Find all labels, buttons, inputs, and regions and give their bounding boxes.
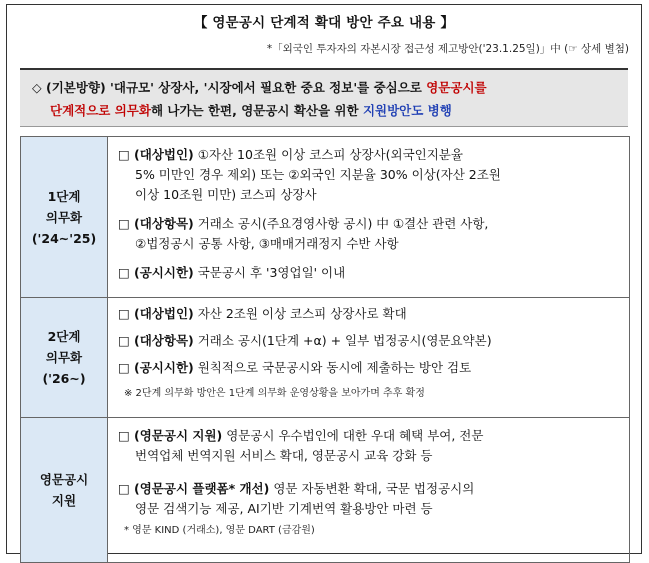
document-title: 【 영문공시 단계적 확대 방안 주요 내용 】 (193, 15, 455, 31)
summary-text-2: 해 나가는 한편, 영문공시 확산을 위한 (150, 103, 363, 118)
item-text: ②법정공시 공통 사항, ③매매거래정지 수반 사항 (135, 236, 399, 251)
row-label-line: 의무화 (45, 350, 83, 365)
row-label-line: 1단계 (47, 188, 81, 204)
list-item (118, 263, 623, 283)
row-content-support (108, 418, 630, 563)
summary-line-2 (50, 101, 452, 119)
checkbox-square-icon: □ (118, 333, 130, 348)
document-frame (6, 4, 642, 554)
row-content-stage2 (108, 298, 630, 418)
checkbox-square-icon: □ (118, 216, 130, 231)
summary-box (20, 68, 628, 127)
row-label-line: ('26∼) (42, 371, 86, 386)
item-heading: (대상항목) (134, 216, 194, 231)
checkbox-square-icon: □ (118, 360, 130, 375)
list-item (118, 145, 623, 165)
summary-text-1: (기본방향) '대규모' 상장사, '시장에서 필요한 중요 정보'를 중심으로 (41, 80, 427, 95)
item-heading: (대상법인) (134, 306, 194, 321)
table-row (21, 418, 630, 563)
row-content-stage1 (108, 137, 630, 298)
checkbox-square-icon: □ (118, 265, 130, 280)
item-text: 자산 2조원 이상 코스피 상장사로 확대 (193, 306, 407, 321)
row-label-line: 의무화 (45, 209, 83, 225)
row-label-line: 영문공시 (39, 472, 89, 487)
item-text: 영문공시 우수법인에 대한 우대 혜택 부여, 전문 (222, 428, 484, 443)
list-item (118, 426, 623, 446)
item-text: 거래소 공시(1단계 +α) + 일부 법정공시(영문요약본) (193, 333, 492, 348)
checkbox-square-icon: □ (118, 481, 130, 496)
checkbox-square-icon: □ (118, 428, 130, 443)
item-heading: (공시시한) (134, 360, 194, 375)
list-item (118, 331, 623, 351)
summary-emphasis-blue: 지원방안도 병행 (362, 103, 452, 118)
item-text: 5% 미만인 경우 제외) 또는 ②외국인 지분율 30% 이상(자산 2조원 (135, 167, 501, 182)
stage2-footnote: ※ 2단계 의무화 방안은 1단계 의무화 운영상황을 보아가며 추후 확정 (124, 388, 425, 399)
item-heading: (영문공시 지원) (134, 428, 223, 443)
item-text: 거래소 공시(주요경영사항 공시) 中 ①결산 관련 사항, (193, 216, 489, 231)
row-label-line: ('24∼'25) (31, 230, 97, 246)
list-item (118, 358, 623, 378)
platform-footnote: * 영문 KIND (거래소), 영문 DART (금감원) (124, 525, 315, 536)
row-label-stage1 (21, 137, 108, 298)
item-heading: (대상법인) (134, 147, 194, 162)
plan-table (20, 136, 630, 563)
list-item (118, 304, 623, 324)
list-item (118, 479, 623, 499)
item-text: ①자산 10조원 이상 코스피 상장사(외국인지분율 (193, 147, 463, 162)
item-text: 번역업체 번역지원 서비스 확대, 영문공시 교육 강화 등 (135, 448, 433, 463)
checkbox-square-icon: □ (118, 306, 130, 321)
diamond-bullet-icon: ◇ (32, 80, 42, 95)
row-label-line: 2단계 (47, 329, 81, 344)
summary-emphasis-red-1: 영문공시를 (426, 80, 487, 95)
item-text: 이상 10조원 미만) 코스피 상장사 (135, 187, 317, 202)
item-heading: (공시시한) (134, 265, 194, 280)
row-label-stage2 (21, 298, 108, 418)
table-row (21, 298, 630, 418)
item-heading: (영문공시 플랫폼* 개선) (134, 481, 270, 496)
summary-line-1 (32, 78, 487, 96)
row-label-support (21, 418, 108, 563)
table-row (21, 137, 630, 298)
list-item (118, 214, 623, 234)
item-heading: (대상항목) (134, 333, 194, 348)
item-text: 영문 자동변환 확대, 국문 법정공시의 (269, 481, 475, 496)
item-text: 국문공시 후 '3영업일' 이내 (193, 265, 346, 280)
summary-emphasis-red-2: 단계적으로 의무화 (50, 103, 151, 118)
row-label-line: 지원 (51, 493, 77, 508)
item-text: 원칙적으로 국문공시와 동시에 제출하는 방안 검토 (193, 360, 472, 375)
item-text: 영문 검색기능 제공, AI기반 기계번역 활용방안 마련 등 (135, 501, 433, 516)
source-note: *「외국인 투자자의 자본시장 접근성 제고방안('23.1.25일)」中 (☞ 상세 별첨) (266, 43, 629, 55)
checkbox-square-icon: □ (118, 147, 130, 162)
